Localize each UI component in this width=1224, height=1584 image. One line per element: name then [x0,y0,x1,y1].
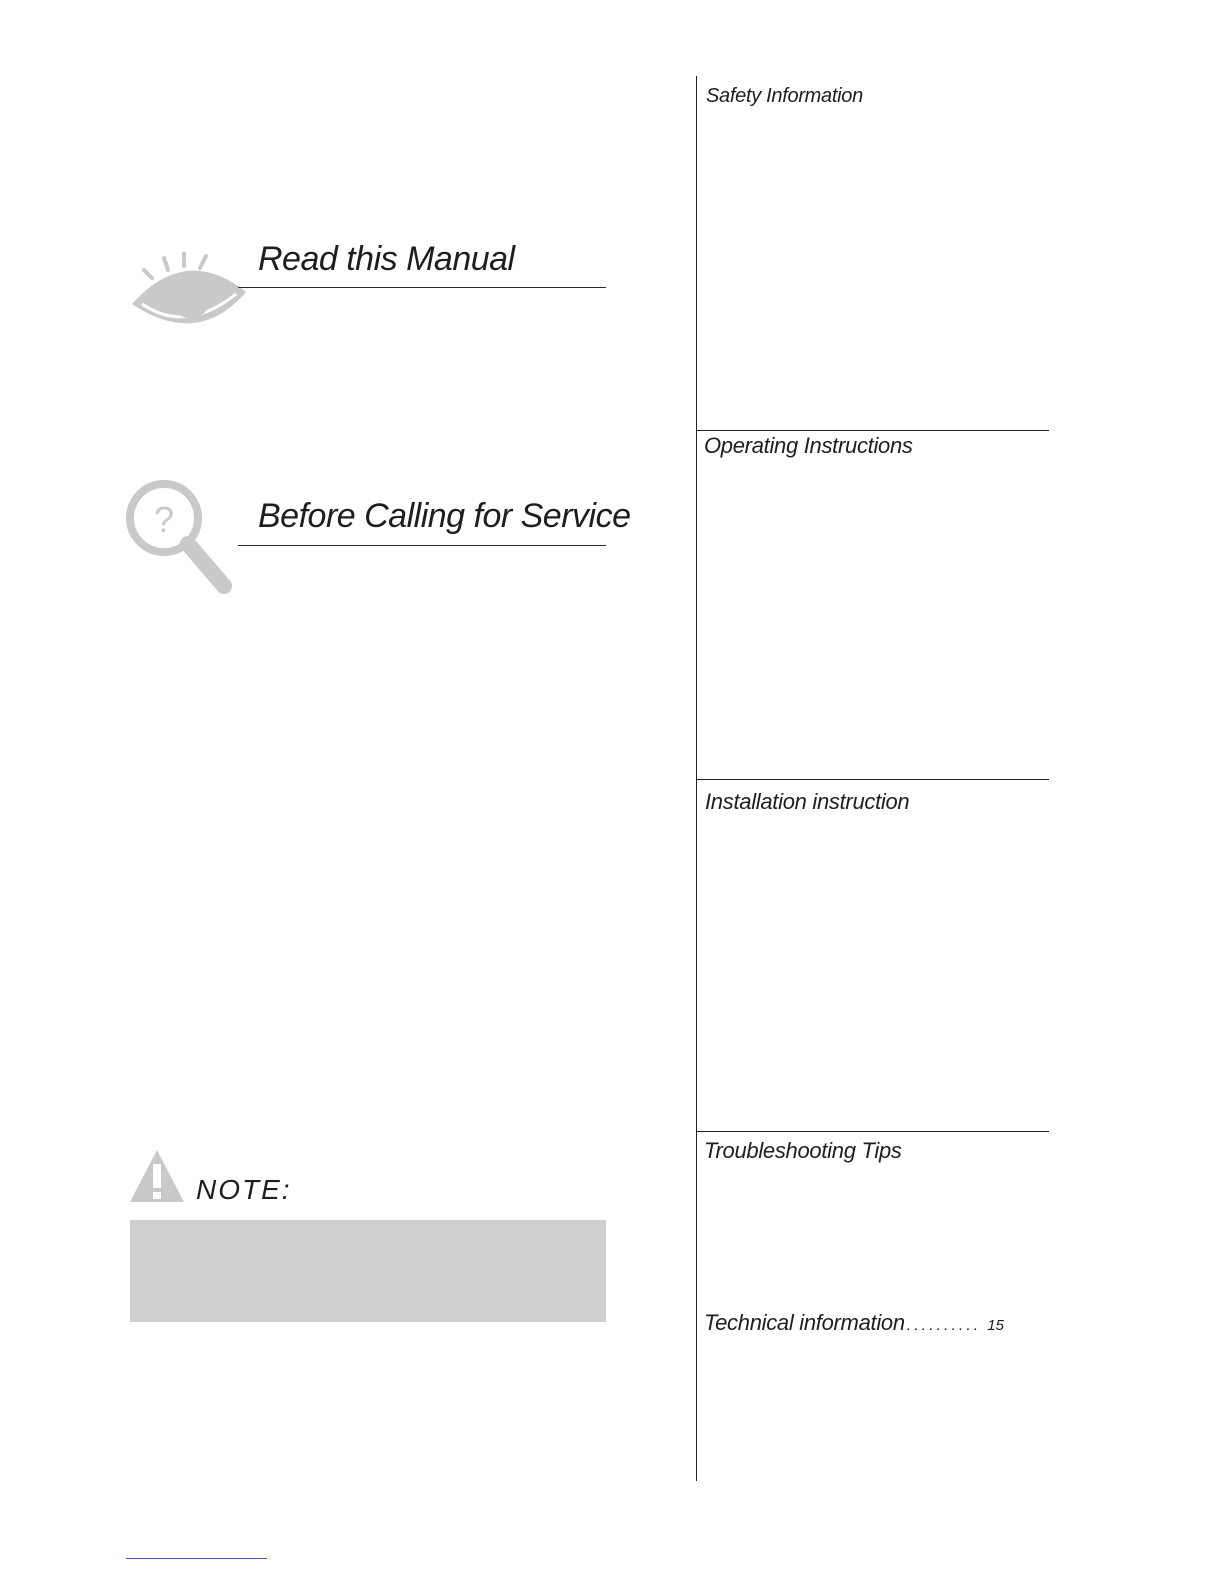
before-service-rule [238,545,606,546]
read-manual-rule [238,287,606,288]
note-box [130,1220,606,1322]
note-label: NOTE: [196,1174,292,1205]
toc-section-safety: Safety Information [706,85,863,107]
svg-text:?: ? [153,499,175,540]
toc-leader-dots: .......... [906,1317,982,1334]
toc-rule-installation [697,779,1049,780]
eye-icon [128,252,250,328]
toc-rule-troubleshooting [697,1131,1049,1132]
toc-section-installation: Installation instruction [705,789,910,814]
toc-section-operating: Operating Instructions [704,433,913,458]
toc-entry-technical[interactable] [704,1310,1004,1336]
toc-section-troubleshooting: Troubleshooting Tips [704,1138,902,1163]
toc-rule-operating [697,430,1049,431]
before-service-heading: Before Calling for Service [258,497,631,535]
toc-page-number: 15 [987,1317,1004,1334]
magnifier-question-icon [126,480,236,598]
toc-entry-label: Technical information [704,1310,905,1335]
warning-icon [128,1148,186,1204]
read-manual-heading: Read this Manual [258,240,515,278]
footer-link-underline [126,1558,267,1559]
